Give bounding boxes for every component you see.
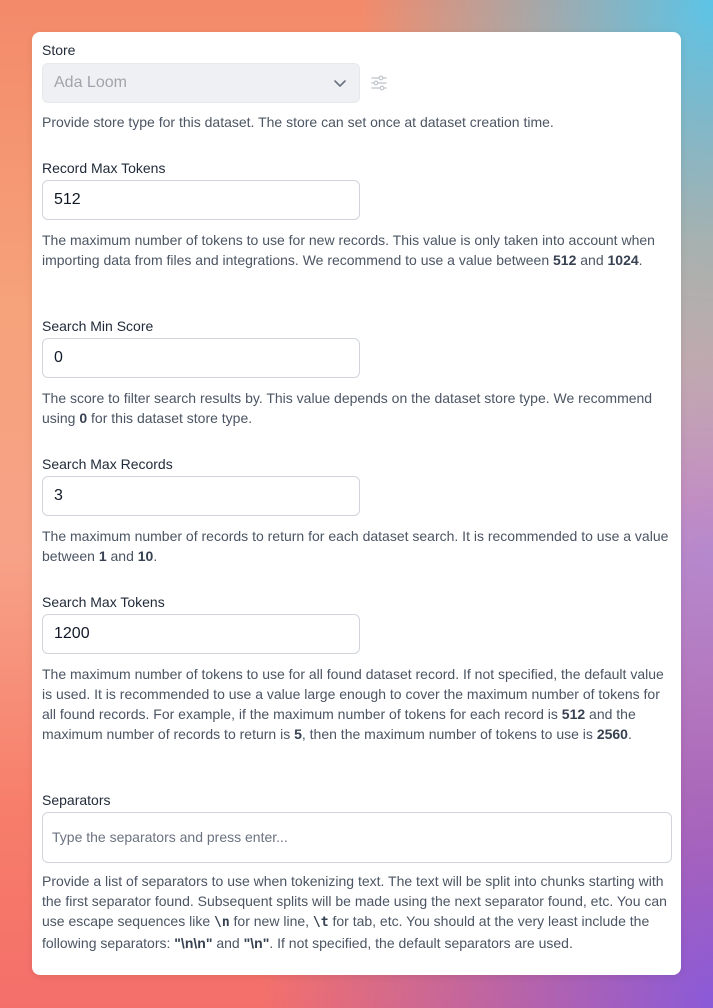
search-max-records-label: Search Max Records bbox=[42, 456, 173, 472]
search-max-tokens-value: 1200 bbox=[54, 625, 90, 642]
store-label: Store bbox=[42, 42, 76, 58]
search-max-records-input[interactable] bbox=[42, 476, 360, 516]
search-max-tokens-input[interactable] bbox=[42, 614, 360, 654]
separators-help: Provide a list of separators to use when tokenizing text. The text will be split into chunks starting with the first separator found. Subsequent splits will be made using the next separator found, etc. You can use escape sequences like \n for new line, \t for tab, etc. You should at the very least include the following separators: "\n\n" and "\n". If not specified, the default separators are used. bbox=[42, 873, 667, 951]
search-max-records-field bbox=[42, 454, 672, 564]
store-select[interactable] bbox=[42, 63, 360, 103]
search-min-score-input[interactable] bbox=[42, 338, 360, 378]
search-min-score-field bbox=[42, 316, 672, 426]
record-max-tokens-input[interactable] bbox=[42, 180, 360, 220]
separators-input[interactable] bbox=[42, 812, 672, 863]
separators-label: Separators bbox=[42, 792, 111, 808]
separators-placeholder: Type the separators and press enter... bbox=[52, 829, 288, 845]
search-max-records-value: 3 bbox=[54, 487, 63, 504]
dataset-settings-card bbox=[32, 32, 681, 975]
search-max-records-help: The maximum number of records to return for each dataset search. It is recommended to use a value between 1 and 10. bbox=[42, 528, 669, 564]
search-min-score-value: 0 bbox=[54, 349, 63, 366]
record-max-tokens-label: Record Max Tokens bbox=[42, 160, 166, 176]
chevron-down-icon bbox=[333, 76, 347, 90]
record-max-tokens-help: The maximum number of tokens to use for new records. This value is only taken into account when importing data from files and integrations. We recommend to use a value between 512 and 1024. bbox=[42, 232, 655, 268]
search-max-tokens-field bbox=[42, 592, 672, 742]
search-min-score-label: Search Min Score bbox=[42, 318, 154, 334]
search-max-tokens-label: Search Max Tokens bbox=[42, 594, 165, 610]
search-max-tokens-help: The maximum number of tokens to use for all found dataset record. If not specified, the default value is used. It is recommended to use a value large enough to cover the maximum number of tokens for all found records. For example, if the maximum number of tokens for each record is 512 and the maximum number of records to return is 5, then the maximum number of tokens to use is 2560. bbox=[42, 666, 664, 742]
separators-field bbox=[42, 790, 672, 951]
search-min-score-help: The score to filter search results by. This value depends on the dataset store type. We recommend using 0 for this dataset store type. bbox=[42, 390, 653, 426]
record-max-tokens-value: 512 bbox=[54, 191, 81, 208]
store-help: Provide store type for this dataset. The store can set once at dataset creation time. bbox=[42, 114, 554, 130]
sliders-icon[interactable] bbox=[370, 74, 388, 92]
store-field bbox=[42, 40, 672, 130]
record-max-tokens-field bbox=[42, 158, 672, 268]
store-select-value: Ada Loom bbox=[54, 74, 127, 91]
